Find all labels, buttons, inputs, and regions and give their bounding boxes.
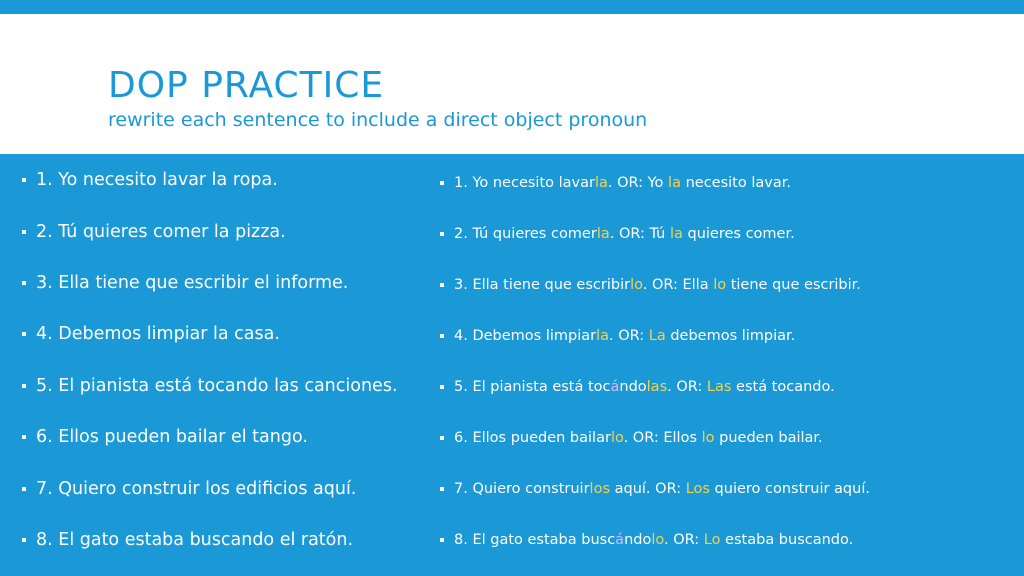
pronoun-highlight: la — [594, 175, 608, 191]
pronoun-highlight: lo — [701, 430, 715, 446]
bullet-icon — [440, 487, 444, 491]
pronoun-highlight: La — [648, 328, 666, 344]
pronoun-highlight: lo — [713, 277, 727, 293]
list-item: 8. El gato estaba buscándolo. OR: Lo estaba buscando. — [454, 532, 853, 548]
pronoun-highlight: Los — [685, 481, 710, 497]
bullet-icon — [440, 283, 444, 287]
list-item: 2. Tú quieres comerla. OR: Tú la quieres comer. — [454, 226, 795, 242]
list-item: 4. Debemos limpiar la casa. — [36, 324, 280, 344]
list-item: 6. Ellos pueden bailarlo. OR: Ellos lo pueden bailar. — [454, 430, 823, 446]
bullet-icon — [22, 281, 26, 285]
bullet-icon — [440, 232, 444, 236]
list-item: 7. Quiero construir los edificios aquí. — [36, 479, 356, 499]
bullet-icon — [22, 178, 26, 182]
bullet-icon — [22, 538, 26, 542]
pronoun-highlight: lo — [630, 277, 643, 293]
list-item: 5. El pianista está tocando las canciones. — [36, 376, 398, 396]
pronoun-highlight: Lo — [703, 532, 721, 548]
list-item: 1. Yo necesito lavar la ropa. — [36, 170, 278, 190]
list-item: 3. Ella tiene que escribir el informe. — [36, 273, 348, 293]
pronoun-highlight: lo — [610, 430, 624, 446]
list-item: 3. Ella tiene que escribirlo. OR: Ella lo tiene que escribir. — [454, 277, 861, 293]
accent-mark-highlight: á — [615, 532, 625, 548]
bullet-icon — [440, 385, 444, 389]
accent-mark-highlight: á — [610, 379, 620, 395]
list-item: 8. El gato estaba buscando el ratón. — [36, 530, 353, 550]
slide-subtitle: rewrite each sentence to include a direct object pronoun — [108, 109, 648, 131]
bullet-icon — [22, 230, 26, 234]
bullet-icon — [22, 384, 26, 388]
bullet-icon — [440, 436, 444, 440]
pronoun-highlight: Las — [706, 379, 732, 395]
bullet-icon — [440, 334, 444, 338]
list-item: 5. El pianista está tocándolas. OR: Las está tocando. — [454, 379, 835, 395]
pronoun-highlight: lo — [651, 532, 664, 548]
pronoun-highlight: los — [589, 481, 611, 497]
bullet-icon — [440, 181, 444, 185]
pronoun-highlight: la — [596, 328, 609, 344]
list-item: 1. Yo necesito lavarla. OR: Yo la necesito lavar. — [454, 175, 791, 191]
slide-title: DOP PRACTICE — [108, 65, 385, 106]
list-item: 7. Quiero construirlos aquí. OR: Los quiero construir aquí. — [454, 481, 870, 497]
list-item: 2. Tú quieres comer la pizza. — [36, 222, 286, 242]
list-item: 4. Debemos limpiarla. OR: La debemos limpiar. — [454, 328, 795, 344]
list-item: 6. Ellos pueden bailar el tango. — [36, 427, 308, 447]
pronoun-highlight: las — [646, 379, 668, 395]
title-banner — [0, 14, 1024, 154]
bullet-icon — [22, 332, 26, 336]
bullet-icon — [440, 538, 444, 542]
pronoun-highlight: la — [669, 226, 683, 242]
bullet-icon — [22, 487, 26, 491]
pronoun-highlight: la — [668, 175, 681, 191]
bullet-icon — [22, 435, 26, 439]
pronoun-highlight: la — [596, 226, 610, 242]
